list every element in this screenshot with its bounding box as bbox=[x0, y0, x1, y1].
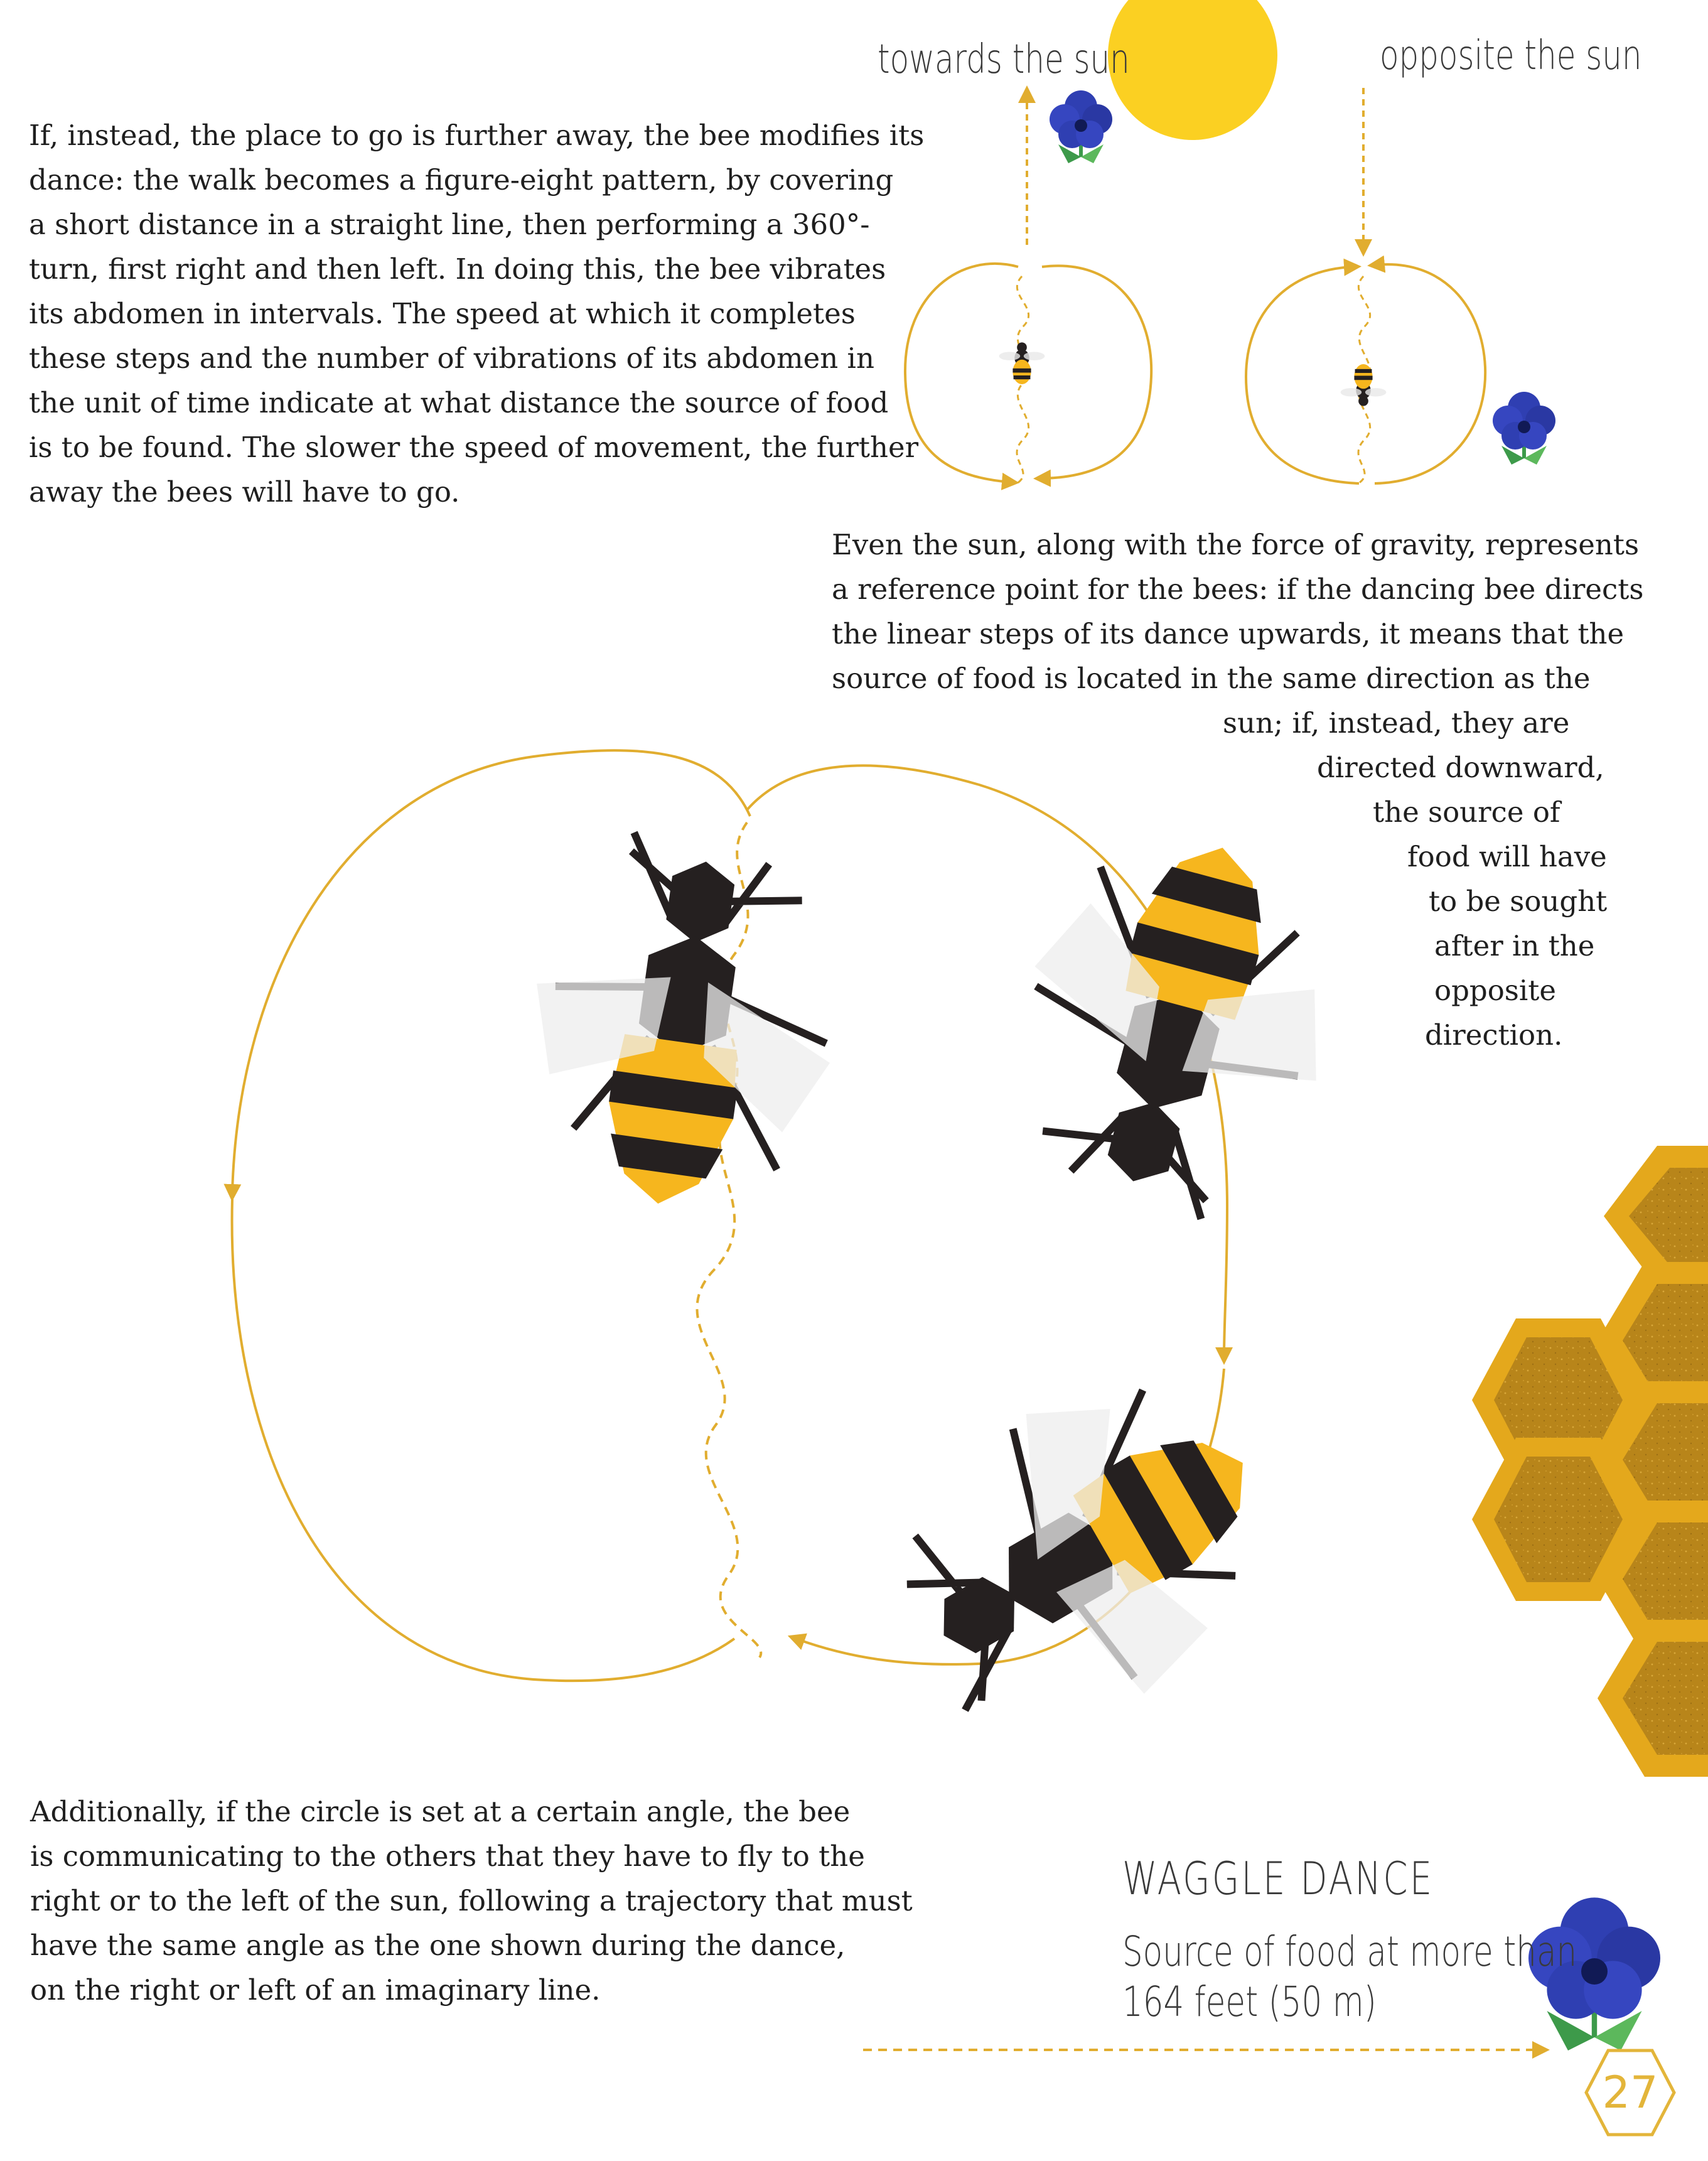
sun-line: Even the sun, along with the force of gravity, represents bbox=[832, 528, 1640, 561]
angle-line: right or to the left of the sun, following a trajectory that must bbox=[30, 1884, 913, 1917]
bee-icon bbox=[999, 342, 1045, 384]
sun-line: the linear steps of its dance upwards, it means that the bbox=[832, 617, 1625, 650]
sun-line: opposite bbox=[1434, 974, 1556, 1007]
intro-line: If, instead, the place to go is further away, the bee modifies its bbox=[29, 119, 925, 152]
angle-paragraph bbox=[30, 1789, 913, 2012]
sun-line: source of food is located in the same direction as the bbox=[832, 662, 1591, 695]
sun-line: food will have bbox=[1407, 840, 1607, 873]
page-number bbox=[1583, 2045, 1677, 2140]
intro-line: these steps and the number of vibrations of its abdomen in bbox=[29, 342, 874, 375]
caption-line-2: 164 feet (50 m) bbox=[1122, 1978, 1377, 2026]
sun-paragraph bbox=[832, 522, 1644, 1057]
angle-line: have the same angle as the one shown during the dance, bbox=[30, 1929, 846, 1962]
bee-icon bbox=[852, 1332, 1318, 1776]
page-number-text: 27 bbox=[1602, 2067, 1658, 2118]
flower-icon bbox=[1493, 392, 1555, 465]
intro-line: is to be found. The slower the speed of movement, the further bbox=[29, 431, 919, 464]
flower-icon bbox=[1050, 90, 1112, 163]
sun-line: directed downward, bbox=[1317, 751, 1604, 784]
sun-line: the source of bbox=[1373, 795, 1560, 829]
angle-line: on the right or left of an imaginary line. bbox=[30, 1973, 601, 2007]
intro-line: away the bees will have to go. bbox=[29, 475, 460, 509]
towards-sun-label: towards the sun bbox=[878, 36, 1130, 83]
intro-line: its abdomen in intervals. The speed at which it completes bbox=[29, 297, 856, 330]
intro-line: dance: the walk becomes a figure-eight pattern, by covering bbox=[29, 163, 894, 197]
sun-line: a reference point for the bees: if the dancing bee directs bbox=[832, 573, 1644, 606]
angle-line: is communicating to the others that they have to fly to the bbox=[30, 1840, 865, 1873]
bee-icon bbox=[1341, 364, 1387, 406]
honeycomb-icon bbox=[1472, 1146, 1708, 1777]
bee-icon bbox=[509, 822, 858, 1224]
sun-icon bbox=[1108, 0, 1277, 140]
sun-line: to be sought bbox=[1429, 885, 1608, 918]
opposite-sun-label: opposite the sun bbox=[1380, 33, 1642, 79]
opposite-sun-diagram bbox=[1246, 88, 1555, 483]
intro-line: the unit of time indicate at what distance the source of food bbox=[29, 386, 889, 419]
caption-line-1: Source of food at more than bbox=[1122, 1927, 1577, 1976]
intro-line: turn, first right and then left. In doing this, the bee vibrates bbox=[29, 252, 886, 286]
towards-sun-diagram bbox=[905, 90, 1151, 483]
intro-paragraph bbox=[29, 113, 924, 514]
intro-line: a short distance in a straight line, then performing a 360°- bbox=[29, 208, 870, 241]
angle-line: Additionally, if the circle is set at a certain angle, the bee bbox=[30, 1795, 851, 1828]
caption-title: WAGGLE DANCE bbox=[1122, 1852, 1434, 1905]
sun-line: after in the bbox=[1434, 929, 1595, 962]
sun-line: sun; if, instead, they are bbox=[1223, 706, 1570, 740]
sun-line: direction. bbox=[1425, 1018, 1563, 1052]
